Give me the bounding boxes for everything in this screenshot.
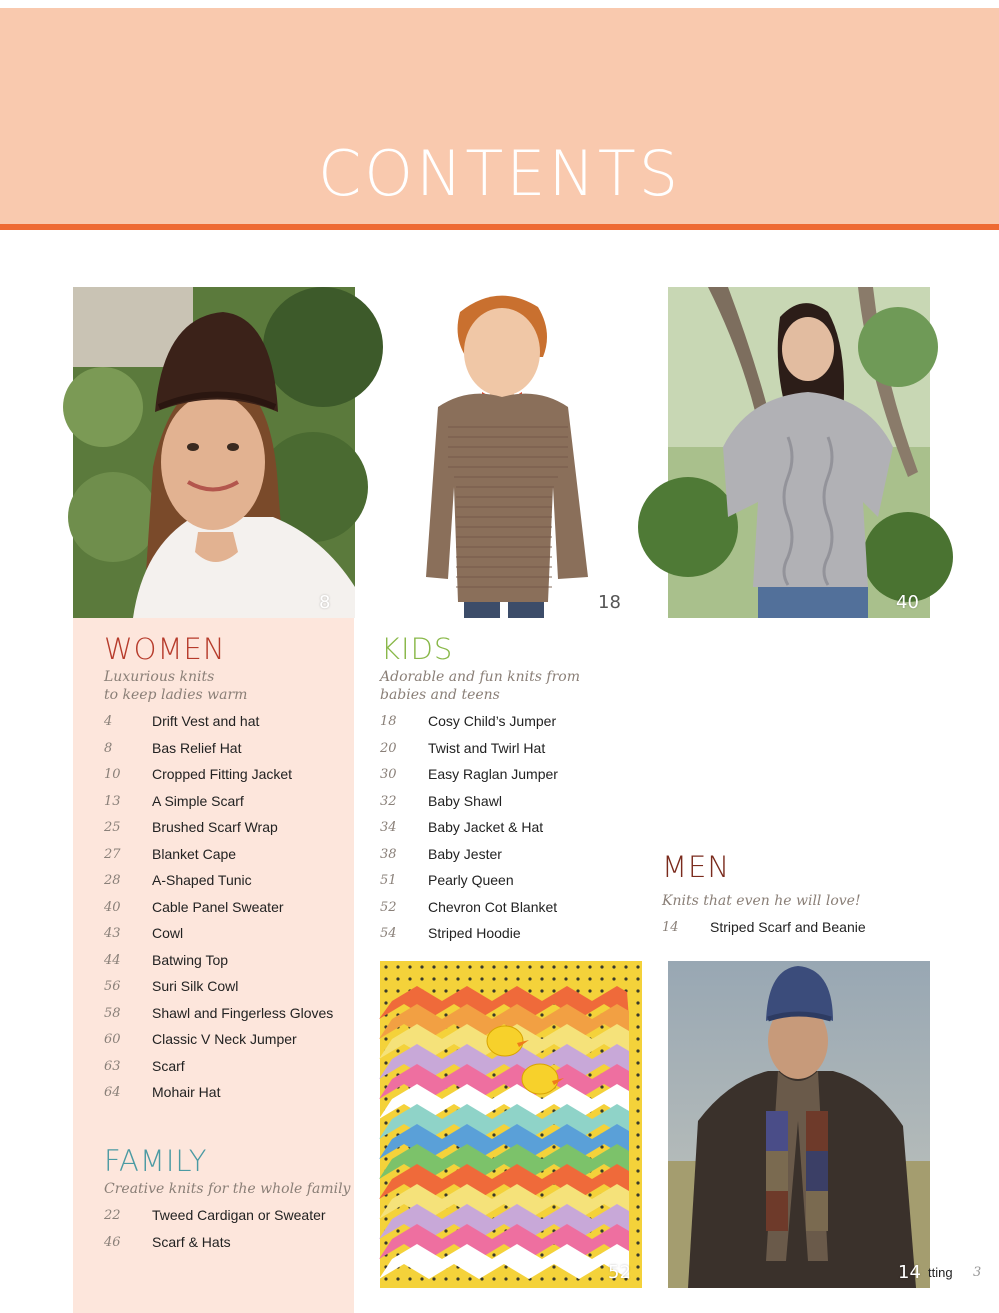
- toc-page-number: 64: [104, 1085, 121, 1100]
- toc-page-number: 4: [104, 714, 113, 729]
- toc-page-number: 40: [104, 899, 121, 915]
- toc-entry[interactable]: [104, 845, 344, 872]
- toc-title: Baby Jester: [428, 845, 502, 862]
- toc-title: Cable Panel Sweater: [152, 898, 284, 915]
- toc-page-number: 20: [380, 740, 397, 756]
- footer-running-title: tting: [928, 1265, 953, 1280]
- toc-title: Blanket Cape: [152, 845, 237, 862]
- page-title: CONTENTS: [317, 137, 682, 210]
- toc-entry[interactable]: [380, 765, 630, 792]
- toc-page-number: 44: [104, 952, 121, 968]
- toc-entry[interactable]: [104, 765, 344, 792]
- toc-title: A-Shaped Tunic: [152, 872, 252, 888]
- toc-page-number: 60: [104, 1032, 121, 1047]
- toc-title: Chevron Cot Blanket: [428, 898, 558, 915]
- toc-title: Classic V Neck Jumper: [152, 1031, 297, 1047]
- photo-page-number: 18: [598, 592, 621, 613]
- toc-title: A Simple Scarf: [152, 792, 244, 809]
- toc-page-number: 43: [104, 926, 121, 941]
- section-heading-women: WOMEN: [104, 632, 226, 666]
- toc-page-number: 13: [104, 793, 121, 809]
- toc-entry[interactable]: [104, 792, 344, 819]
- toc-entry[interactable]: [104, 1233, 344, 1260]
- toc-entry[interactable]: [104, 1206, 344, 1233]
- toc-page-number: 38: [380, 846, 397, 862]
- toc-entry[interactable]: [380, 845, 630, 872]
- toc-entry[interactable]: [662, 918, 922, 945]
- toc-title: Batwing Top: [152, 951, 229, 968]
- toc-entry[interactable]: [104, 1057, 344, 1084]
- toc-page-number: 8: [104, 740, 113, 756]
- toc-title: Cowl: [152, 925, 184, 941]
- toc-title: Scarf: [152, 1057, 185, 1074]
- toc-page-number: 34: [380, 820, 397, 835]
- rainbow-chevron-blanket-photo: [380, 961, 642, 1288]
- toc-title: Mohair Hat: [152, 1084, 221, 1100]
- section-subtitle-women-line2: to keep ladies warm: [104, 687, 248, 703]
- toc-title: Shawl and Fingerless Gloves: [152, 1004, 334, 1021]
- toc-page-number: 54: [380, 926, 397, 941]
- boy-in-brown-jumper-photo-art: [418, 287, 598, 618]
- toc-entry[interactable]: [104, 924, 344, 951]
- top-strip: [0, 0, 999, 8]
- section-subtitle-family: Creative knits for the whole family: [104, 1181, 351, 1197]
- toc-title: Easy Raglan Jumper: [428, 766, 558, 782]
- section-heading-kids: KIDS: [381, 632, 454, 666]
- toc-title: Scarf & Hats: [152, 1233, 231, 1250]
- toc-page-number: 14: [662, 920, 679, 935]
- toc-title: Baby Shawl: [428, 792, 502, 809]
- toc-title: Suri Silk Cowl: [152, 978, 239, 994]
- photo-page-number: 8: [319, 592, 331, 613]
- toc-entry[interactable]: [104, 951, 344, 978]
- toc-page-number: 63: [104, 1058, 121, 1074]
- toc-entry[interactable]: [380, 818, 630, 845]
- woman-in-brown-beanie-photo: [73, 287, 355, 618]
- rainbow-chevron-blanket-photo-art: [380, 961, 642, 1288]
- toc-entry[interactable]: [380, 924, 630, 951]
- toc-page-number: 25: [104, 820, 121, 835]
- boy-in-brown-jumper-photo: [418, 287, 621, 618]
- toc-title: Cosy Child’s Jumper: [428, 713, 557, 729]
- toc-page-number: 27: [104, 846, 121, 862]
- photo-page-number: 14: [898, 1262, 921, 1283]
- toc-entry[interactable]: [104, 1030, 344, 1057]
- photo-page-number: 40: [896, 592, 919, 613]
- kids-toc-list: [380, 712, 630, 951]
- section-heading-men: MEN: [662, 850, 731, 884]
- toc-title: Bas Relief Hat: [152, 739, 242, 756]
- woman-in-grey-cable-sweater-photo: [668, 287, 930, 618]
- toc-title: Cropped Fitting Jacket: [152, 766, 293, 782]
- toc-page-number: 28: [104, 873, 121, 888]
- toc-title: Striped Hoodie: [428, 925, 521, 941]
- toc-entry[interactable]: [104, 1004, 344, 1031]
- toc-title: Pearly Queen: [428, 872, 514, 888]
- men-toc-list: [662, 918, 922, 945]
- toc-title: Baby Jacket & Hat: [428, 819, 544, 835]
- section-subtitle-kids-line1: Adorable and fun knits from: [380, 669, 580, 685]
- toc-page-number: 10: [104, 767, 121, 782]
- toc-title: Tweed Cardigan or Sweater: [152, 1207, 326, 1223]
- photo-page-number: 52: [608, 1262, 631, 1283]
- toc-title: Brushed Scarf Wrap: [152, 819, 278, 835]
- toc-entry[interactable]: [104, 739, 344, 766]
- toc-page-number: 51: [380, 873, 397, 888]
- section-subtitle-kids-line2: babies and teens: [380, 687, 500, 703]
- toc-page-number: 46: [104, 1234, 121, 1250]
- woman-in-brown-beanie-photo-art: [73, 287, 355, 618]
- toc-entry[interactable]: [380, 898, 630, 925]
- toc-page-number: 58: [104, 1005, 121, 1021]
- toc-title: Striped Scarf and Beanie: [710, 919, 866, 935]
- section-subtitle-men: Knits that even he will love!: [662, 893, 861, 909]
- banner-rule: [0, 224, 999, 230]
- toc-page-number: 30: [380, 767, 397, 782]
- section-subtitle-women-line1: Luxurious knits: [104, 669, 215, 685]
- toc-page-number: 32: [380, 793, 397, 809]
- toc-entry[interactable]: [104, 1083, 344, 1110]
- toc-page-number: 22: [104, 1208, 121, 1223]
- toc-entry[interactable]: [104, 871, 344, 898]
- toc-page-number: 52: [380, 899, 397, 915]
- toc-entry[interactable]: [380, 792, 630, 819]
- toc-title: Twist and Twirl Hat: [428, 739, 546, 756]
- toc-entry[interactable]: [380, 871, 630, 898]
- toc-entry[interactable]: [104, 977, 344, 1004]
- women-toc-list: [104, 712, 344, 1110]
- toc-page-number: 18: [380, 714, 397, 729]
- toc-title: Drift Vest and hat: [152, 713, 260, 729]
- toc-entry[interactable]: [104, 712, 344, 739]
- man-in-striped-scarf-photo: [668, 961, 930, 1288]
- man-in-striped-scarf-photo-art: [668, 961, 930, 1288]
- section-heading-family: FAMILY: [104, 1144, 208, 1178]
- toc-page-number: 56: [104, 979, 121, 994]
- footer-page-number: 3: [973, 1265, 982, 1280]
- toc-entry[interactable]: [380, 739, 630, 766]
- woman-in-grey-cable-sweater-photo-art: [668, 287, 930, 618]
- toc-entry[interactable]: [380, 712, 630, 739]
- family-toc-list: [104, 1206, 344, 1259]
- toc-entry[interactable]: [104, 818, 344, 845]
- toc-entry[interactable]: [104, 898, 344, 925]
